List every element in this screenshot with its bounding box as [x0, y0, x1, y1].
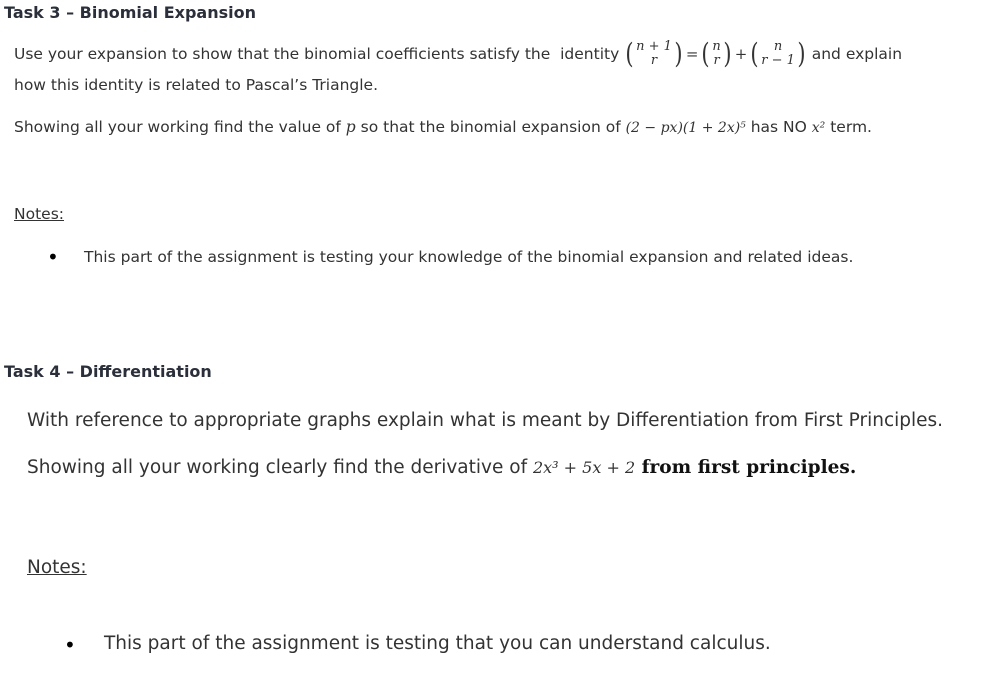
- task4-line1: With reference to appropriate graphs explain what is meant by Differentiation from First Principles.: [27, 410, 944, 431]
- variable-p: p: [345, 118, 356, 136]
- task3-line3: [14, 118, 872, 136]
- task4-notes-label: Notes:: [27, 557, 87, 578]
- bullet-icon: •: [47, 245, 59, 269]
- task3-line3-text: Showing all your working find the value of: [14, 118, 346, 136]
- task4-line2: [27, 457, 856, 478]
- task3-line1: [14, 37, 903, 70]
- equals-sign: =: [685, 45, 699, 63]
- binom3-top: n: [773, 39, 783, 55]
- binomial-expression: (2 − px)(1 + 2x)⁵: [625, 120, 746, 136]
- task3-line3-after: has NO: [745, 118, 812, 136]
- binom-n-r: ( n r ): [701, 37, 732, 70]
- from-first-principles: from first principles.: [635, 457, 857, 478]
- task3-line1-end: and explain: [806, 45, 903, 63]
- task3-notes-label: Notes:: [14, 205, 64, 223]
- binom-n-r-minus-1: ( n r − 1 ): [750, 37, 806, 70]
- task3-line3-end: term.: [825, 118, 872, 136]
- binom2-bottom: r: [713, 53, 720, 68]
- x-squared-term: x²: [811, 120, 826, 136]
- task3-line2: how this identity is related to Pascal’s Triangle.: [14, 76, 379, 94]
- polynomial-expression: 2x³ + 5x + 2: [532, 458, 636, 477]
- plus-sign: +: [734, 45, 748, 63]
- task4-note-text: This part of the assignment is testing that you can understand calculus.: [104, 633, 771, 654]
- task3-heading: Task 3 – Binomial Expansion: [4, 3, 257, 22]
- task3-line3-mid: so that the binomial expansion of: [355, 118, 626, 136]
- bullet-icon: •: [64, 633, 76, 657]
- task4-heading: Task 4 – Differentiation: [4, 362, 212, 381]
- task3-note-text: This part of the assignment is testing your knowledge of the binomial expansion and related ideas.: [84, 248, 854, 266]
- task4-line2-text: Showing all your working clearly find the derivative of: [27, 457, 533, 478]
- binom-n-plus-1-r: ( n + 1 r ): [625, 37, 683, 70]
- binom1-bottom: r: [650, 53, 658, 68]
- binom1-top: n + 1: [636, 39, 672, 55]
- binom3-bottom: r − 1: [761, 53, 795, 68]
- binom2-top: n: [712, 39, 721, 55]
- task3-line1-text: Use your expansion to show that the binomial coefficients satisfy the identity: [14, 45, 625, 63]
